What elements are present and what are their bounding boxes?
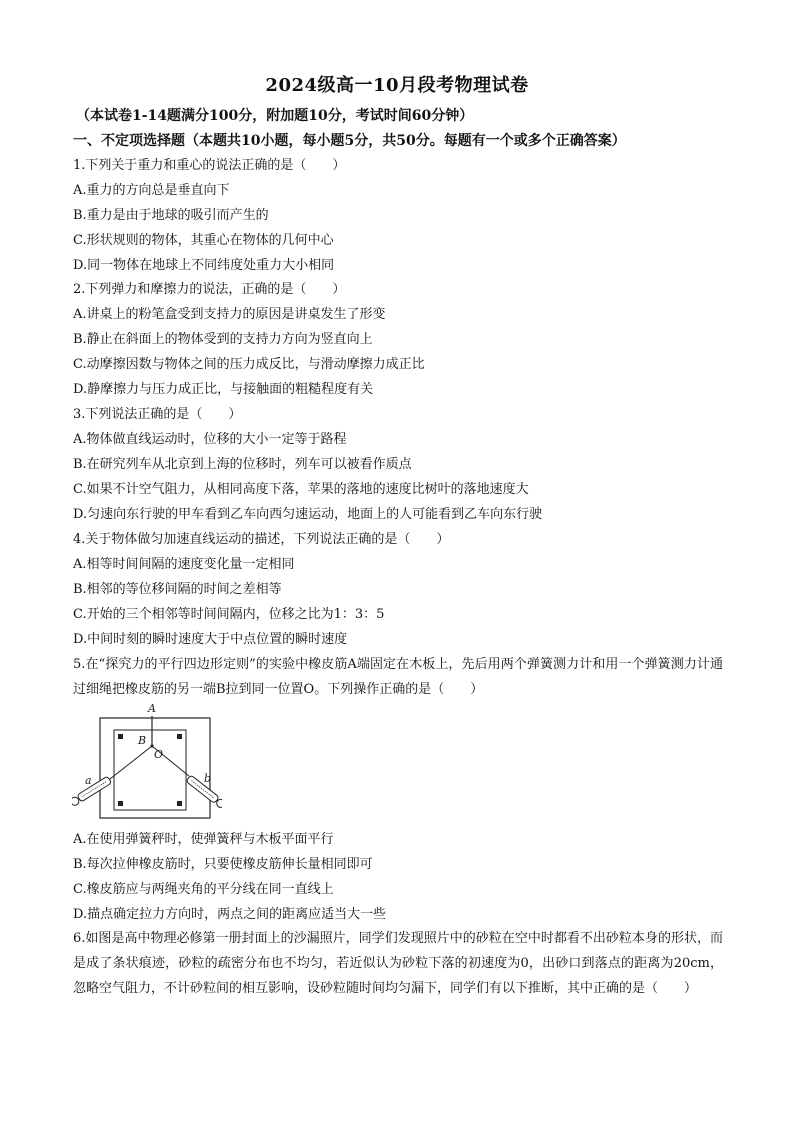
question-5-option-b: B.每次拉伸橡皮筋时，只要使橡皮筋伸长量相同即可 bbox=[73, 857, 373, 872]
question-3-option-d: D.匀速向东行驶的甲车看到乙车向西匀速运动，地面上的人可能看到乙车向东行驶 bbox=[73, 507, 543, 522]
question-3-stem: 3.下列说法正确的是（ ） bbox=[73, 407, 242, 422]
exam-title: 2024级高一10月段考物理试卷 bbox=[265, 75, 529, 96]
question-5-option-c: C.橡皮筋应与两绳夹角的平分线在同一直线上 bbox=[73, 882, 334, 897]
pin-top-right bbox=[177, 734, 182, 739]
question-3-option-a: A.物体做直线运动时，位移的大小一定等于路程 bbox=[73, 432, 347, 447]
force-table-diagram bbox=[72, 700, 222, 820]
wooden-board bbox=[100, 718, 210, 818]
question-3-option-b: B.在研究列车从北京到上海的位移时，列车可以被看作质点 bbox=[73, 457, 412, 472]
question-2-option-b: B.静止在斜面上的物体受到的支持力方向为竖直向上 bbox=[73, 332, 373, 347]
section-heading: 一、不定项选择题（本题共10小题，每小题5分，共50分。每题有一个或多个正确答案） bbox=[73, 133, 626, 149]
label-point-b: B bbox=[138, 734, 147, 747]
question-4-option-b: B.相邻的等位移间隔的时间之差相等 bbox=[73, 582, 282, 597]
label-point-a: A bbox=[148, 702, 156, 715]
question-1-stem: 1.下列关于重力和重心的说法正确的是（ ） bbox=[73, 158, 346, 173]
label-spring-a: a bbox=[85, 774, 92, 787]
question-5-stem: 5.在“探究力的平行四边形定则”的实验中橡皮筋A端固定在木板上，先后用两个弹簧测力计和用一个弹簧测力计通过细绳把橡皮筋的另一端B拉到同一位置O。下列操作正确的是（ ） bbox=[73, 657, 723, 697]
question-5-option-d: D.描点确定拉力方向时，两点之间的距离应适当大一些 bbox=[73, 907, 387, 922]
question-4-option-d: D.中间时刻的瞬时速度大于中点位置的瞬时速度 bbox=[73, 632, 348, 647]
spring-balance-figure bbox=[72, 700, 222, 820]
spring-balance-a bbox=[72, 776, 112, 807]
question-2-stem: 2.下列弹力和摩擦力的说法，正确的是（ ） bbox=[73, 282, 346, 297]
question-5-option-a: A.在使用弹簧秤时，使弹簧秤与木板平面平行 bbox=[73, 832, 334, 847]
question-4-option-c: C.开始的三个相邻等时间间隔内，位移之比为1：3：5 bbox=[73, 607, 385, 622]
paper-sheet bbox=[114, 730, 186, 810]
pin-bottom-right bbox=[177, 801, 182, 806]
question-1-option-d: D.同一物体在地球上不同纬度处重力大小相同 bbox=[73, 258, 335, 273]
pin-bottom-left bbox=[118, 801, 123, 806]
question-3-option-c: C.如果不计空气阻力，从相同高度下落，苹果的落地的速度比树叶的落地速度大 bbox=[73, 482, 529, 497]
question-1-option-a: A.重力的方向总是垂直向下 bbox=[73, 183, 230, 198]
question-4-stem: 4.关于物体做匀加速直线运动的描述，下列说法正确的是（ ） bbox=[73, 532, 450, 547]
question-2-option-a: A.讲桌上的粉笔盒受到支持力的原因是讲桌发生了形变 bbox=[73, 307, 386, 322]
question-1-option-c: C.形状规则的物体，其重心在物体的几何中心 bbox=[73, 233, 334, 248]
exam-note: （本试卷1-14题满分100分，附加题10分，考试时间60分钟） bbox=[76, 108, 474, 124]
label-point-o: O bbox=[154, 748, 164, 761]
question-6-stem: 6.如图是高中物理必修第一册封面上的沙漏照片，同学们发现照片中的砂粒在空中时都看不出砂粒本身的形状，而是成了条状痕迹，砂粒的疏密分布也不均匀，若近似认为砂粒下落的初速度为0，出砂口到落点的距离为20cm，忽略空气阻力，不计砂粒间的相互影响，设砂粒随时间均匀漏下，同学们有以下推断，其中正确的是（ ） bbox=[73, 931, 723, 996]
question-2-option-d: D.静摩擦力与压力成正比，与接触面的粗糙程度有关 bbox=[73, 382, 374, 397]
question-2-option-c: C.动摩擦因数与物体之间的压力成反比，与滑动摩擦力成正比 bbox=[73, 357, 425, 372]
pin-top-left bbox=[118, 734, 123, 739]
label-spring-b: b bbox=[204, 772, 212, 785]
question-1-option-b: B.重力是由于地球的吸引而产生的 bbox=[73, 208, 269, 223]
string-left bbox=[110, 746, 152, 779]
question-4-option-a: A.相等时间间隔的速度变化量一定相同 bbox=[73, 557, 295, 572]
